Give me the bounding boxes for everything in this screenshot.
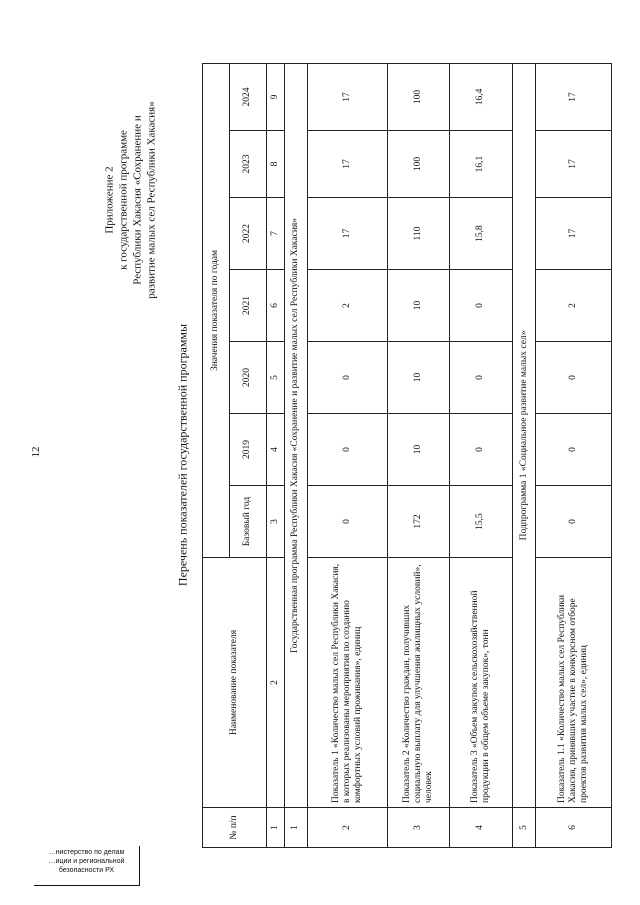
indicator-value: 10 [387, 342, 449, 414]
appendix-line-2: к государственной программе [117, 130, 130, 270]
indicator-name: Показатель 1 «Количество малых сел Республики Хакасия, в которых реализованы мероприятия по созданию комфортных условий проживания», единиц [307, 558, 387, 808]
column-number: 6 [266, 270, 284, 342]
indicators-table-wrapper [202, 64, 612, 848]
indicator-value: 10 [387, 414, 449, 486]
column-number: 7 [266, 198, 284, 270]
indicator-value: 17 [535, 131, 611, 198]
indicator-value: 0 [535, 414, 611, 486]
indicator-name: Показатель 1.1 «Количество малых сел Республики Хакасия, принявших участие в конкурсном отборе проектов развития малых сел», единиц [535, 558, 611, 808]
stamp-line: …нистерство по делам [48, 849, 125, 856]
row-num: 3 [387, 808, 449, 848]
indicator-value: 17 [307, 63, 387, 130]
column-number: 5 [266, 342, 284, 414]
header-year: Базовый год [229, 486, 266, 558]
indicator-value: 110 [387, 198, 449, 270]
indicator-value: 16,1 [449, 131, 513, 198]
indicators-table [202, 63, 612, 848]
appendix-line-1: Приложение 2 [103, 166, 116, 234]
row-num: 5 [513, 808, 536, 848]
section-title: Подпрограмма 1 «Социальное развитие малых сел» [513, 63, 536, 807]
registration-stamp [34, 846, 140, 886]
stamp-line: безопасности РХ [58, 867, 115, 874]
document-title: Перечень показателей государственной программы [175, 323, 190, 587]
row-num: 4 [449, 808, 513, 848]
column-number: 4 [266, 414, 284, 486]
indicator-value: 172 [387, 486, 449, 558]
indicator-value: 15,5 [449, 486, 513, 558]
appendix-line-4: развитие малых сел Республики Хакасия» [145, 101, 158, 299]
indicator-value: 17 [535, 63, 611, 130]
indicator-value: 17 [535, 198, 611, 270]
column-number: 3 [266, 486, 284, 558]
column-number: 8 [266, 131, 284, 198]
header-year: 2019 [229, 414, 266, 486]
page-number: 12 [30, 446, 42, 458]
header-num: № п/п [203, 808, 267, 848]
indicator-value: 100 [387, 131, 449, 198]
column-number: 9 [266, 63, 284, 130]
indicator-value: 0 [307, 342, 387, 414]
indicator-value: 0 [535, 342, 611, 414]
indicator-value: 0 [307, 486, 387, 558]
indicator-value: 17 [307, 131, 387, 198]
row-num: 2 [307, 808, 387, 848]
header-year: 2020 [229, 342, 266, 414]
indicator-value: 0 [535, 486, 611, 558]
indicator-value: 100 [387, 63, 449, 130]
indicator-value: 0 [307, 414, 387, 486]
header-year: 2023 [229, 131, 266, 198]
indicator-value: 0 [449, 342, 513, 414]
header-name: Наименование показателя [203, 558, 267, 808]
row-num: 1 [285, 808, 308, 848]
indicator-value: 10 [387, 270, 449, 342]
appendix-line-3: Республики Хакасия «Сохранение и [131, 115, 144, 285]
stamp-line: …иции и региональной [48, 858, 125, 865]
indicator-value: 2 [307, 270, 387, 342]
header-year: 2021 [229, 270, 266, 342]
indicator-value: 2 [535, 270, 611, 342]
header-values-group: Значения показателя по годам [203, 63, 230, 557]
indicator-name: Показатель 3 «Объем закупок сельскохозяйственной продукции в общем объеме закупок», тонн [449, 558, 513, 808]
header-year: 2022 [229, 198, 266, 270]
indicator-value: 16,4 [449, 63, 513, 130]
indicator-name: Показатель 2 «Количество граждан, получивших социальную выплату для улучшения жилищных условий», человек [387, 558, 449, 808]
indicator-value: 0 [449, 414, 513, 486]
indicator-value: 0 [449, 270, 513, 342]
header-year: 2024 [229, 63, 266, 130]
row-num: 6 [535, 808, 611, 848]
indicator-value: 17 [307, 198, 387, 270]
section-title: Государственная программа Республики Хакасия «Сохранение и развитие малых сел Республики Хакасия» [285, 63, 308, 807]
indicator-value: 15,8 [449, 198, 513, 270]
column-number: 1 [266, 808, 284, 848]
column-number: 2 [266, 558, 284, 808]
